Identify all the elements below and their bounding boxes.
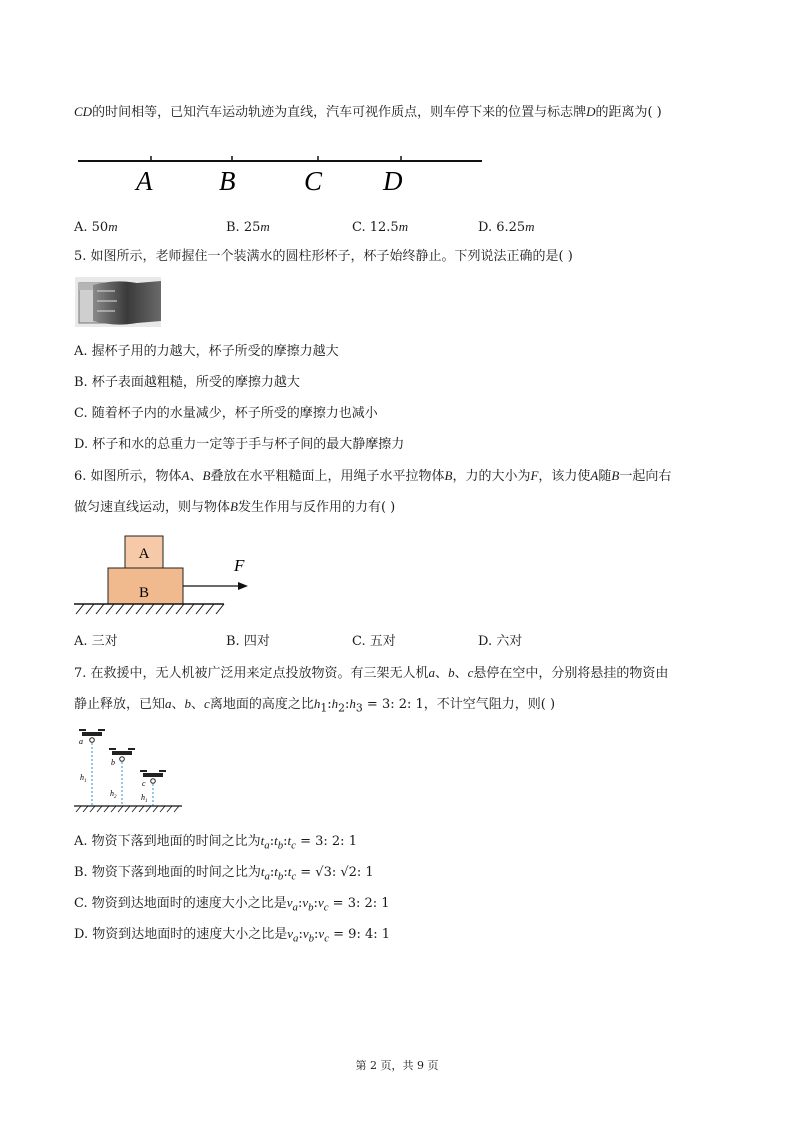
drone-a-label: a <box>79 737 83 746</box>
point-label-d: D <box>383 166 403 196</box>
q6-option-d[interactable]: D. 六对 <box>478 634 523 649</box>
q5-hand-cup-photo <box>75 277 161 327</box>
q6-option-a[interactable]: A. 三对 <box>74 634 118 649</box>
q7-option-c[interactable]: C. 物资到达地面时的速度大小之比是$v_a:v_b:v_c = 3$: 2: 1 <box>74 895 390 914</box>
q6-stem-line1: 6. 如图所示，物体A、B叠放在水平粗糙面上，用绳子水平拉物体B，力的大小为F，该力使A随B一起向右 <box>74 468 672 484</box>
q4-road-diagram <box>74 148 494 198</box>
q4-option-c[interactable]: C. 12.5m <box>352 219 409 235</box>
q4-option-b[interactable]: B. 25m <box>226 219 270 235</box>
drone-b-label: b <box>111 758 115 767</box>
q5-option-b[interactable]: B. 杯子表面越粗糙，所受的摩擦力越大 <box>74 375 300 390</box>
q5-option-d[interactable]: D. 杯子和水的总重力一定等于手与杯子间的最大静摩擦力 <box>74 437 405 452</box>
q6-stem-line2: 做匀速直线运动，则与物体B发生作用与反作用的力有( ) <box>74 499 396 515</box>
q7-drones-diagram <box>74 726 186 816</box>
h1-label-a: $h_1$ <box>80 773 87 784</box>
q6-option-c[interactable]: C. 五对 <box>352 634 396 649</box>
point-label-c: C <box>304 166 323 196</box>
q4-var-cd: CD <box>74 104 93 119</box>
q7-stem-line1: 7. 在救援中，无人机被广泛用来定点投放物资。有三架无人机a、b、c悬停在空中，分别将悬挂的物资由 <box>74 665 669 681</box>
q4-option-d[interactable]: D. 6.25m <box>478 219 535 235</box>
q7-option-b[interactable]: B. 物资下落到地面的时间之比为$t_a:t_b:t_c = √3$: √2: 1 <box>74 864 374 883</box>
q5-option-a[interactable]: A. 握杯子用的力越大，杯子所受的摩擦力越大 <box>74 344 339 359</box>
q6-option-b[interactable]: B. 四对 <box>226 634 270 649</box>
point-label-b: B <box>219 166 236 196</box>
q7-stem-line2: 静止释放，已知a、b、c离地面的高度之比$h_1:h_2:h_3 = 3$: 2: 1，不计空气阻力，则( ) <box>74 696 556 715</box>
q6-blocks-diagram <box>74 534 254 618</box>
q4-continuation: CD的时间相等，已知汽车运动轨迹为直线，汽车可视作质点，则车停下来的位置与标志牌D的距离为( ) <box>74 104 662 120</box>
q5-stem: 5. 如图所示，老师握住一个装满水的圆柱形杯子，杯子始终静止。下列说法正确的是( ) <box>74 249 573 264</box>
force-label: F <box>234 556 245 575</box>
q7-option-a[interactable]: A. 物资下落到地面的时间之比为$t_a:t_b:t_c = 3$: 2: 1 <box>74 833 357 852</box>
q7-option-d[interactable]: D. 物资到达地面时的速度大小之比是$v_a:v_b:v_c = 9$: 4: 1 <box>74 926 391 945</box>
q4-option-a[interactable]: A. 50m <box>74 219 118 235</box>
drone-c-label: c <box>142 779 146 788</box>
h1-label-c: $h_1$ <box>141 793 148 804</box>
block-a-label: A <box>138 546 150 562</box>
point-label-a: A <box>136 166 153 196</box>
h2-label-b: $h_2$ <box>110 789 117 800</box>
page-footer: 第 2 页，共 9 页 <box>355 1059 439 1072</box>
q5-option-c[interactable]: C. 随着杯子内的水量减少，杯子所受的摩擦力也减小 <box>74 406 378 421</box>
block-b-label: B <box>138 585 150 601</box>
